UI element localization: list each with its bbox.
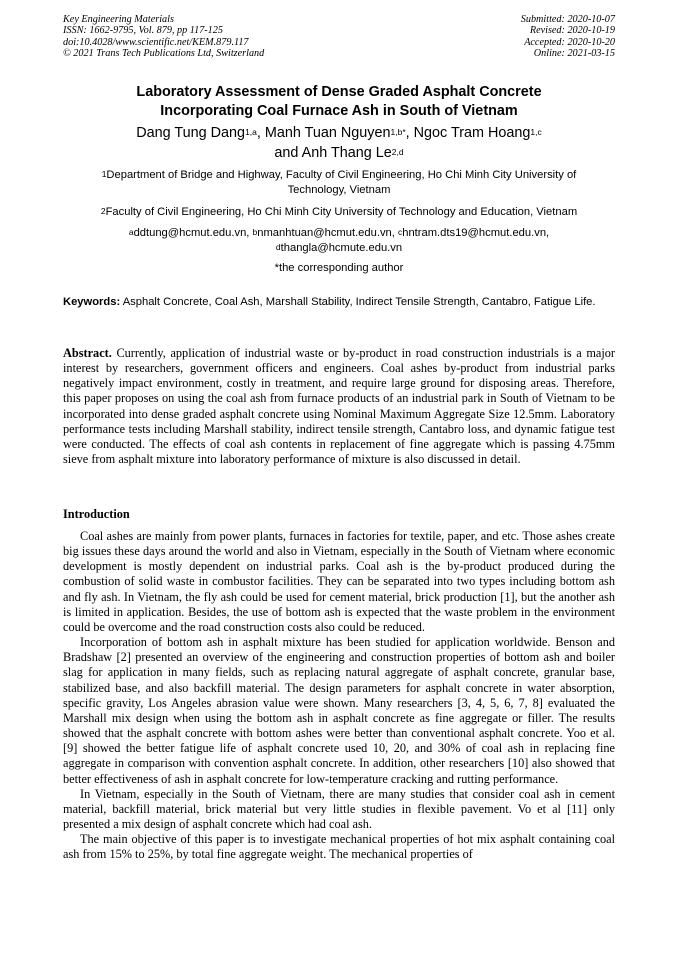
author-name: , Ngoc Tram Hoang	[405, 125, 531, 141]
email-sup: b	[252, 227, 258, 237]
keywords	[63, 295, 615, 310]
affiliation-1-line-2: Technology, Vietnam	[287, 183, 391, 196]
paper-title	[63, 83, 615, 120]
affiliation-text: Faculty of Civil Engineering, Ho Chi Minh City University of Technology and Education, Vietnam	[105, 206, 578, 218]
dates-header	[521, 14, 615, 60]
affiliation-sup: 1	[101, 169, 107, 179]
affiliation-1-line-1	[63, 168, 615, 183]
author-sup: 1,b*	[390, 127, 406, 137]
email-line-2	[63, 241, 615, 256]
keywords-text: Asphalt Concrete, Coal Ash, Marshall Stability, Indirect Tensile Strength, Cantabro, Fatigue Life.	[120, 296, 596, 308]
author-list	[63, 124, 615, 163]
email-c[interactable]: hntram.dts19@hcmut.edu.vn,	[402, 227, 550, 239]
online-date: Online: 2021-03-15	[533, 48, 615, 60]
author-name: Dang Tung Dang	[136, 125, 246, 141]
introduction-body	[63, 529, 615, 862]
email-sup: a	[128, 227, 134, 237]
author-sup: 2,d	[391, 146, 404, 157]
copyright-line: © 2021 Trans Tech Publications Ltd, Switzerland	[63, 48, 265, 60]
keywords-label: Keywords:	[63, 296, 121, 308]
abstract-text: Currently, application of industrial waste or by-product in road construction industrials is a major interest by researchers, government officers and engineers. Coal ashes by-product from industrial parks negatively impact environment, costly in treatment, and require large ground for disposing areas. Therefore, this paper proposes on using the coal ash from furnace products of an industrial park in South of Vietnam to be incorporated into dense graded asphalt concrete using Nominal Maximum Aggregate Size 12.5mm. Laboratory performance tests including Marshall stability, indirect tensile strength, Cantabro loss, and dynamic fatigue test were conducted. The effects of coal ash contents in replacement of fine aggregate which is passing 4.75mm sieve from asphalt mixture into laboratory performance of mixture is also discussed in detail.	[63, 346, 615, 467]
paragraph: In Vietnam, especially in the South of Vietnam, there are many studies that consider coal ash in cement material, backfill material, brick material but very little studies in flexible pavement. Vo et al [11] only presented a mix design of asphalt concrete which had coal ash.	[63, 786, 615, 831]
journal-header	[63, 14, 264, 60]
title-line-2: Incorporating Coal Furnace Ash in South of Vietnam	[160, 102, 518, 119]
affiliation-1	[63, 168, 615, 197]
accepted-date: Accepted: 2020-10-20	[524, 36, 615, 48]
paragraph: Coal ashes are mainly from power plants, furnaces in factories for textile, paper, and etc. Those ashes create big issues these days around the world and also in Vietnam, especially in the South of Vietnam where economic development is mostly dependent on industrial parks. Coal ash is the by-product produced during the combustion of solid waste in combustor facilities. They can be separated into two types including bottom ash and fly ash. In Vietnam, the fly ash could be used for cement material, brick production [1], but the another ash is limited in application. Besides, the use of bottom ash is expected that the waste problem in the environment could be overcome and the road construction costs also could be reduced.	[63, 529, 615, 634]
paragraph: The main objective of this paper is to investigate mechanical properties of hot mix asphalt containing coal ash from 15% to 25%, by total fine aggregate weight. The mechanical properties of	[63, 832, 615, 862]
author-emails	[63, 226, 615, 255]
email-b[interactable]: nmanhtuan@hcmut.edu.vn,	[257, 227, 398, 239]
title-line-1: Laboratory Assessment of Dense Graded Asphalt Concrete	[136, 84, 542, 100]
affiliation-2	[63, 205, 615, 220]
revised-date: Revised: 2020-10-19	[529, 25, 615, 37]
email-sup: d	[275, 241, 281, 252]
journal-name: Key Engineering Materials	[63, 14, 174, 25]
author-sup: 1,a	[245, 127, 257, 137]
email-line-1	[63, 226, 615, 241]
author-line-2	[63, 144, 615, 164]
corresponding-author-note: *the corresponding author	[274, 262, 404, 274]
submitted-date: Submitted: 2020-10-07	[520, 14, 615, 25]
email-sup: c	[397, 227, 403, 237]
affiliation-sup: 2	[100, 206, 106, 216]
author-name: and Anh Thang Le	[274, 144, 392, 161]
author-name: , Manh Tuan Nguyen	[256, 125, 391, 141]
paragraph: Incorporation of bottom ash in asphalt mixture has been studied for application worldwide. Benson and Bradshaw [2] presented an overview of the engineering and construction properties of bottom ash and boiler slag for application in many fields, such as replacing natural aggregate of asphalt concrete, granular base, stabilized base, and also backfill material. The design parameters for asphalt concrete in water absorption, specific gravity, Los Angeles abrasion value were shown. Many researchers [3, 4, 5, 6, 7, 8] evaluated the Marshall mix design when using the bottom ash in asphalt concrete as fine aggregate or filler. The results showed that the asphalt concrete with bottom ashes were better than conventional asphalt concrete. Yoo et al. [9] showed the better fatigue life of asphalt concrete used 10, 20, and 30% of coal ash in replacing fine aggregate in comparison with convention asphalt concrete. In addition, other researchers [10] also showed that better effectiveness of ash in asphalt concrete for low-temperature cracking and rutting performance.	[63, 635, 615, 786]
email-d[interactable]: thangla@hcmute.edu.vn	[280, 241, 403, 254]
author-line-1	[63, 124, 615, 144]
abstract	[63, 346, 615, 467]
author-sup: 1,c	[530, 127, 542, 137]
email-a[interactable]: ddtung@hcmut.edu.vn,	[133, 227, 253, 239]
affiliation-text: Department of Bridge and Highway, Faculty of Civil Engineering, Ho Chi Minh City University of	[106, 169, 577, 181]
doi-line[interactable]: doi:10.4028/www.scientific.net/KEM.879.117	[63, 36, 249, 48]
introduction-heading: Introduction	[63, 507, 130, 521]
abstract-label: Abstract.	[63, 346, 112, 360]
issn-line: ISSN: 1662-9795, Vol. 879, pp 117-125	[63, 25, 223, 37]
